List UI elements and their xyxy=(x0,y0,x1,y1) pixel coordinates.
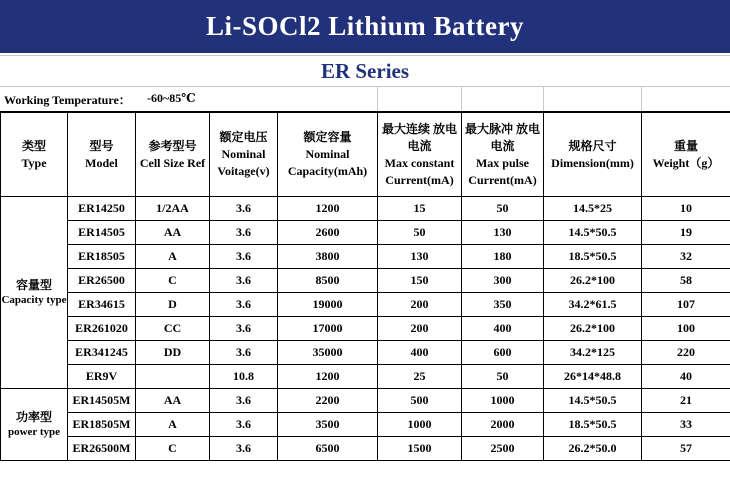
table-row xyxy=(1,269,730,293)
cell-ref: CC xyxy=(136,317,210,341)
column-header-zh: 参考型号 xyxy=(148,138,197,153)
cell-weight: 58 xyxy=(642,269,730,293)
cell-max-constant: 15 xyxy=(378,197,462,221)
cell-weight: 32 xyxy=(642,245,730,269)
spec-table-header xyxy=(1,113,730,197)
cell-voltage: 10.8 xyxy=(210,365,278,389)
gridline xyxy=(461,86,462,111)
cell-max-constant: 150 xyxy=(378,269,462,293)
type-cell xyxy=(1,197,68,389)
column-header-en: Dimension(mm) xyxy=(551,155,634,170)
cell-max-pulse: 350 xyxy=(462,293,544,317)
column-header-zh: 额定电压 xyxy=(219,130,268,144)
cell-max-pulse: 2500 xyxy=(462,437,544,461)
cell-voltage: 3.6 xyxy=(210,389,278,413)
cell-ref: C xyxy=(136,437,210,461)
column-header xyxy=(136,113,210,197)
cell-voltage: 3.6 xyxy=(210,293,278,317)
cell-ref: A xyxy=(136,245,210,269)
cell-weight: 220 xyxy=(642,341,730,365)
gridline xyxy=(543,86,544,111)
cell-max-constant: 1500 xyxy=(378,437,462,461)
column-header xyxy=(278,113,378,197)
cell-max-constant: 200 xyxy=(378,293,462,317)
cell-model: ER14505 xyxy=(68,221,136,245)
cell-dimension: 26*14*48.8 xyxy=(544,365,642,389)
cell-dimension: 26.2*50.0 xyxy=(544,437,642,461)
cell-model: ER261020 xyxy=(68,317,136,341)
table-row xyxy=(1,317,730,341)
column-header-zh: 型号 xyxy=(89,138,114,153)
cell-dimension: 14.5*25 xyxy=(544,197,642,221)
column-header xyxy=(1,113,68,197)
spec-table xyxy=(0,112,730,461)
column-header-zh: 类型 xyxy=(21,138,46,153)
cell-max-constant: 130 xyxy=(378,245,462,269)
cell-ref: 1/2AA xyxy=(136,197,210,221)
cell-dimension: 34.2*125 xyxy=(544,341,642,365)
column-header-en: Max constant Current(mA) xyxy=(384,155,455,187)
cell-ref: A xyxy=(136,413,210,437)
gridline xyxy=(641,86,642,111)
cell-max-constant: 25 xyxy=(378,365,462,389)
cell-dimension: 26.2*100 xyxy=(544,317,642,341)
cell-dimension: 26.2*100 xyxy=(544,269,642,293)
cell-weight: 10 xyxy=(642,197,730,221)
cell-voltage: 3.6 xyxy=(210,437,278,461)
cell-capacity: 3500 xyxy=(278,413,378,437)
type-label-en: Capacity type xyxy=(1,293,67,306)
cell-capacity: 1200 xyxy=(278,197,378,221)
table-row xyxy=(1,197,730,221)
cell-dimension: 14.5*50.5 xyxy=(544,221,642,245)
working-temperature-value: -60~85℃ xyxy=(147,91,196,105)
page-title: Li-SOCl2 Lithium Battery xyxy=(205,11,524,41)
column-header-zh: 最大连续 放电电流 xyxy=(381,121,457,153)
column-header xyxy=(544,113,642,197)
cell-model: ER341245 xyxy=(68,341,136,365)
table-row xyxy=(1,413,730,437)
cell-voltage: 3.6 xyxy=(210,245,278,269)
cell-capacity: 2200 xyxy=(278,389,378,413)
cell-weight: 100 xyxy=(642,317,730,341)
cell-weight: 57 xyxy=(642,437,730,461)
cell-max-pulse: 600 xyxy=(462,341,544,365)
cell-model: ER34615 xyxy=(68,293,136,317)
gridline xyxy=(377,86,378,111)
cell-ref: DD xyxy=(136,341,210,365)
column-header xyxy=(378,113,462,197)
cell-capacity: 2600 xyxy=(278,221,378,245)
cell-max-pulse: 400 xyxy=(462,317,544,341)
cell-model: ER9V xyxy=(68,365,136,389)
table-row xyxy=(1,389,730,413)
cell-model: ER26500M xyxy=(68,437,136,461)
column-header-zh: 最大脉冲 放电电流 xyxy=(464,121,540,153)
working-temperature-label: Working Temperature： xyxy=(4,93,131,107)
cell-max-pulse: 50 xyxy=(462,365,544,389)
column-header-en: Model xyxy=(85,155,118,170)
cell-max-pulse: 300 xyxy=(462,269,544,293)
column-header xyxy=(462,113,544,197)
cell-model: ER18505M xyxy=(68,413,136,437)
cell-voltage: 3.6 xyxy=(210,413,278,437)
cell-weight: 33 xyxy=(642,413,730,437)
type-label-zh: 功率型 xyxy=(15,409,52,424)
column-header-zh: 额定容量 xyxy=(303,130,352,144)
cell-max-constant: 400 xyxy=(378,341,462,365)
cell-max-constant: 200 xyxy=(378,317,462,341)
cell-max-constant: 50 xyxy=(378,221,462,245)
cell-model: ER14250 xyxy=(68,197,136,221)
cell-model: ER26500 xyxy=(68,269,136,293)
column-header xyxy=(642,113,730,197)
column-header-en: Weight（g） xyxy=(652,155,720,170)
column-header xyxy=(68,113,136,197)
table-row xyxy=(1,221,730,245)
subtitle-row xyxy=(0,55,730,87)
cell-ref: AA xyxy=(136,221,210,245)
cell-max-pulse: 1000 xyxy=(462,389,544,413)
cell-weight: 40 xyxy=(642,365,730,389)
column-header-en: Max pulse Current(mA) xyxy=(468,155,537,187)
cell-capacity: 1200 xyxy=(278,365,378,389)
column-header-zh: 规格尺寸 xyxy=(568,138,617,153)
cell-model: ER14505M xyxy=(68,389,136,413)
cell-max-constant: 1000 xyxy=(378,413,462,437)
type-cell xyxy=(1,389,68,461)
cell-capacity: 3800 xyxy=(278,245,378,269)
table-row xyxy=(1,245,730,269)
cell-voltage: 3.6 xyxy=(210,317,278,341)
cell-voltage: 3.6 xyxy=(210,197,278,221)
cell-weight: 21 xyxy=(642,389,730,413)
cell-ref: D xyxy=(136,293,210,317)
column-header-en: Nominal Capacity(mAh) xyxy=(287,147,368,178)
table-row xyxy=(1,365,730,389)
table-row xyxy=(1,293,730,317)
cell-ref xyxy=(136,365,210,389)
working-temperature-row xyxy=(0,86,730,112)
column-header xyxy=(210,113,278,197)
header-row xyxy=(1,113,730,197)
cell-max-pulse: 130 xyxy=(462,221,544,245)
cell-capacity: 8500 xyxy=(278,269,378,293)
cell-voltage: 3.6 xyxy=(210,341,278,365)
spec-table-body xyxy=(1,197,730,461)
cell-ref: AA xyxy=(136,389,210,413)
cell-max-constant: 500 xyxy=(378,389,462,413)
cell-max-pulse: 180 xyxy=(462,245,544,269)
title-banner xyxy=(0,0,730,53)
cell-dimension: 18.5*50.5 xyxy=(544,245,642,269)
table-row xyxy=(1,437,730,461)
table-row xyxy=(1,341,730,365)
column-header-en: Type xyxy=(21,155,47,170)
cell-dimension: 18.5*50.5 xyxy=(544,413,642,437)
cell-model: ER18505 xyxy=(68,245,136,269)
type-label-zh: 容量型 xyxy=(15,277,52,292)
cell-max-pulse: 2000 xyxy=(462,413,544,437)
cell-weight: 107 xyxy=(642,293,730,317)
column-header-zh: 重量 xyxy=(673,138,698,153)
cell-max-pulse: 50 xyxy=(462,197,544,221)
cell-capacity: 35000 xyxy=(278,341,378,365)
cell-voltage: 3.6 xyxy=(210,269,278,293)
cell-capacity: 19000 xyxy=(278,293,378,317)
cell-dimension: 14.5*50.5 xyxy=(544,389,642,413)
cell-capacity: 6500 xyxy=(278,437,378,461)
type-label-en: power type xyxy=(7,425,61,438)
series-subtitle: ER Series xyxy=(320,58,410,83)
cell-weight: 19 xyxy=(642,221,730,245)
column-header-en: Nominal Voitage(v) xyxy=(217,147,270,178)
cell-ref: C xyxy=(136,269,210,293)
cell-dimension: 34.2*61.5 xyxy=(544,293,642,317)
cell-voltage: 3.6 xyxy=(210,221,278,245)
cell-capacity: 17000 xyxy=(278,317,378,341)
column-header-en: Cell Size Ref xyxy=(139,155,206,170)
